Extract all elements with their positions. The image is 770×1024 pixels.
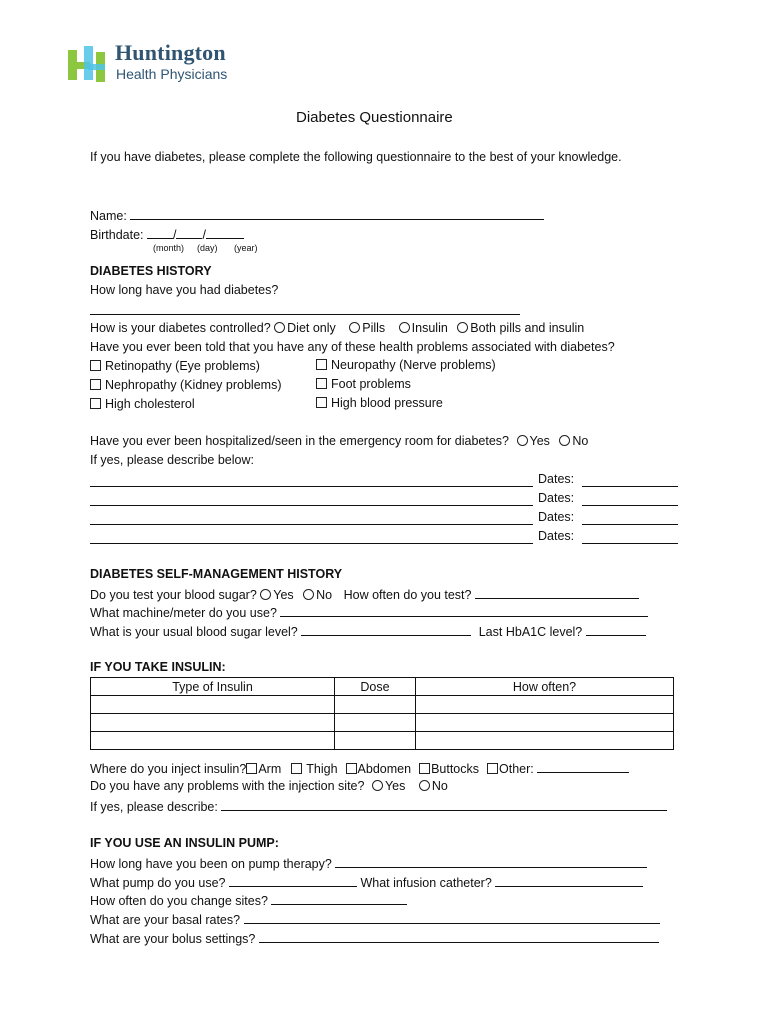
meter-row (90, 604, 648, 621)
bolus-field[interactable] (259, 930, 659, 943)
test-yes-radio[interactable] (260, 589, 271, 600)
both-radio[interactable] (457, 322, 468, 333)
hospital-line-3[interactable] (90, 524, 533, 525)
insulin-table-header (91, 678, 674, 696)
basal-row (90, 911, 660, 928)
brand-subtitle: Health Physicians (116, 66, 228, 82)
catheter-field[interactable] (495, 874, 643, 887)
table-cell[interactable] (91, 696, 335, 714)
site-describe-label: If yes, please describe: (90, 800, 218, 814)
problem-foot (316, 377, 411, 392)
birth-year-field[interactable] (206, 226, 244, 239)
how-often-field[interactable] (475, 586, 639, 599)
basal-question: What are your basal rates? (90, 913, 241, 927)
site-problems-question: Do you have any problems with the injection site? (90, 779, 365, 793)
other-field[interactable] (537, 760, 629, 773)
abdomen-checkbox[interactable] (346, 763, 357, 774)
col-type: Type of Insulin (91, 678, 335, 696)
buttocks-checkbox[interactable] (419, 763, 430, 774)
basal-field[interactable] (244, 911, 660, 924)
level-question: What is your usual blood sugar level? (90, 625, 298, 639)
controlled-row (90, 321, 584, 336)
hospital-question: Have you ever been hospitalized/seen in the emergency room for diabetes? (90, 434, 510, 448)
foot-label: Foot problems (331, 377, 411, 391)
problems-question: Have you ever been told that you have any of these health problems associated with diabetes? (90, 340, 615, 354)
site-describe-field[interactable] (221, 798, 667, 811)
bolus-row (90, 930, 659, 947)
site-no-label: No (431, 779, 448, 793)
both-label: Both pills and insulin (470, 321, 585, 335)
dates-field-4[interactable] (582, 543, 678, 544)
col-dose: Dose (335, 678, 416, 696)
birth-month-hint: (month) (153, 243, 185, 253)
arm-label: Arm (258, 762, 282, 776)
how-often-question: How often do you test? (343, 588, 472, 602)
hospital-yes-label: Yes (529, 434, 550, 448)
pills-label: Pills (362, 321, 386, 335)
pump-how-long-field[interactable] (335, 855, 647, 868)
bp-checkbox[interactable] (316, 397, 327, 408)
brand-name: Huntington (115, 40, 226, 65)
table-cell[interactable] (416, 714, 674, 732)
test-no-label: No (316, 588, 333, 602)
insulin-table (90, 677, 674, 750)
history-heading: DIABETES HISTORY (90, 264, 212, 278)
page-title: Diabetes Questionnaire (296, 109, 453, 126)
test-row (90, 586, 639, 603)
birthdate-separator: / (173, 228, 177, 242)
retinopathy-checkbox[interactable] (90, 360, 101, 371)
birth-year-hint: (year) (234, 243, 258, 253)
pump-which-field[interactable] (229, 874, 357, 887)
table-row (91, 714, 674, 732)
dates-field-1[interactable] (582, 486, 678, 487)
catheter-question: What infusion catheter? (360, 876, 492, 890)
brand-logo (66, 44, 108, 84)
inject-question: Where do you inject insulin? (90, 762, 247, 776)
retinopathy-label: Retinopathy (Eye problems) (105, 359, 260, 373)
pump-which-question: What pump do you use? (90, 876, 226, 890)
test-yes-label: Yes (273, 588, 294, 602)
pump-heading: IF YOU USE AN INSULIN PUMP: (90, 836, 279, 850)
neuropathy-checkbox[interactable] (316, 359, 327, 370)
problem-nephropathy (90, 378, 281, 393)
how-long-field[interactable] (90, 314, 520, 315)
bp-label: High blood pressure (331, 396, 443, 410)
table-cell[interactable] (416, 696, 674, 714)
change-sites-question: How often do you change sites? (90, 894, 268, 908)
thigh-label: Thigh (306, 762, 338, 776)
nephropathy-label: Nephropathy (Kidney problems) (105, 378, 282, 392)
site-no-radio[interactable] (419, 780, 430, 791)
pump-how-long-row (90, 855, 647, 872)
hospital-line-1[interactable] (90, 486, 533, 487)
dates-label: Dates: (538, 510, 575, 524)
hospital-describe: If yes, please describe below: (90, 453, 254, 467)
foot-checkbox[interactable] (316, 378, 327, 389)
huntington-logo-icon (66, 44, 108, 84)
diet-only-radio[interactable] (274, 322, 285, 333)
problem-neuropathy (316, 358, 496, 373)
col-how-often: How often? (416, 678, 674, 696)
other-label: Other: (499, 762, 534, 776)
hospital-no-label: No (572, 434, 589, 448)
thigh-checkbox[interactable] (291, 763, 302, 774)
change-sites-row (90, 892, 407, 909)
level-row (90, 623, 646, 640)
dates-label: Dates: (538, 472, 575, 486)
neuropathy-label: Neuropathy (Nerve problems) (331, 358, 496, 372)
dates-label: Dates: (538, 491, 575, 505)
abdomen-label: Abdomen (357, 762, 412, 776)
bolus-question: What are your bolus settings? (90, 932, 256, 946)
change-sites-field[interactable] (271, 892, 407, 905)
intro-text: If you have diabetes, please complete the following questionnaire to the best of your knowledge. (90, 150, 622, 164)
dates-field-2[interactable] (582, 505, 678, 506)
test-question: Do you test your blood sugar? (90, 588, 257, 602)
insulin-heading: IF YOU TAKE INSULIN: (90, 660, 226, 674)
hba1c-question: Last HbA1C level? (478, 625, 583, 639)
how-long-question: How long have you had diabetes? (90, 283, 279, 297)
site-yes-radio[interactable] (372, 780, 383, 791)
problem-retinopathy (90, 359, 260, 374)
self-mgmt-heading: DIABETES SELF-MANAGEMENT HISTORY (90, 567, 343, 581)
buttocks-label: Buttocks (431, 762, 479, 776)
pump-which-row (90, 874, 643, 891)
hba1c-field[interactable] (586, 623, 646, 636)
name-field[interactable] (130, 207, 544, 220)
site-describe-row (90, 798, 667, 815)
birthdate-row (90, 226, 244, 243)
table-cell[interactable] (416, 732, 674, 750)
birthdate-separator: / (202, 228, 206, 242)
insulin-label: Insulin (411, 321, 448, 335)
diet-only-label: Diet only (287, 321, 336, 335)
hospital-yes-radio[interactable] (517, 435, 528, 446)
hospital-row (90, 434, 588, 449)
table-row (91, 732, 674, 750)
table-cell[interactable] (335, 714, 416, 732)
pump-how-long-question: How long have you been on pump therapy? (90, 857, 332, 871)
controlled-question: How is your diabetes controlled? (90, 321, 271, 335)
problem-cholesterol (90, 397, 195, 412)
cholesterol-label: High cholesterol (105, 397, 195, 411)
name-label: Name: (90, 209, 127, 223)
insulin-radio[interactable] (399, 322, 410, 333)
birth-day-field[interactable] (176, 226, 202, 239)
arm-checkbox[interactable] (246, 763, 257, 774)
birth-day-hint: (day) (197, 243, 218, 253)
site-problems-row (90, 779, 448, 794)
pills-radio[interactable] (349, 322, 360, 333)
problem-bp (316, 396, 443, 411)
table-cell[interactable] (91, 732, 335, 750)
table-cell[interactable] (335, 696, 416, 714)
birth-month-field[interactable] (147, 226, 173, 239)
name-row (90, 207, 544, 224)
birthdate-label: Birthdate: (90, 228, 144, 242)
inject-row (90, 760, 629, 777)
cholesterol-checkbox[interactable] (90, 398, 101, 409)
dates-field-3[interactable] (582, 524, 678, 525)
site-yes-label: Yes (384, 779, 406, 793)
dates-label: Dates: (538, 529, 575, 543)
nephropathy-checkbox[interactable] (90, 379, 101, 390)
meter-field[interactable] (280, 604, 648, 617)
hospital-line-2[interactable] (90, 505, 533, 506)
hospital-line-4[interactable] (90, 543, 533, 544)
level-field[interactable] (301, 623, 471, 636)
meter-question: What machine/meter do you use? (90, 606, 277, 620)
table-cell[interactable] (335, 732, 416, 750)
test-no-radio[interactable] (303, 589, 314, 600)
table-row (91, 696, 674, 714)
hospital-no-radio[interactable] (559, 435, 570, 446)
table-cell[interactable] (91, 714, 335, 732)
other-checkbox[interactable] (487, 763, 498, 774)
